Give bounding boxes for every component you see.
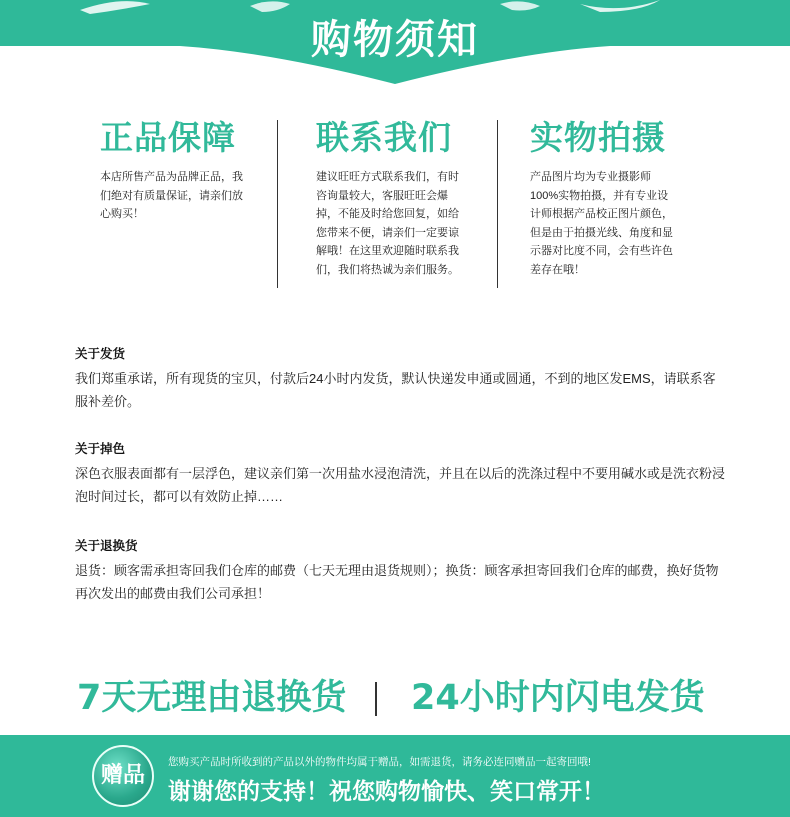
promo-shipping: 24小时内闪电发货 (411, 678, 705, 718)
feature-contact (316, 118, 481, 279)
gift-note: 您购买产品时所收到的产品以外的物件均属于赠品，如需退货，请务必连同赠品一起寄回哦! (168, 756, 591, 768)
divider (277, 120, 278, 288)
notice-title: 关于退换货 (75, 539, 138, 553)
gift-badge-label: 赠品 (100, 763, 145, 788)
divider (497, 120, 498, 288)
feature-title: 正品保障 (100, 118, 236, 157)
notice-text: 深色衣服表面都有一层浮色，建议亲们第一次用盐水浸泡清洗，并且在以后的洗涤过程中不要用碱水或是洗衣粉浸泡时间过长，都可以有效防止掉…… (75, 466, 726, 504)
feature-title: 实物拍摄 (530, 118, 666, 157)
header-banner (0, 0, 790, 84)
page-title: 购物须知 (311, 17, 479, 63)
thanks-message: 谢谢您的支持！祝您购物愉快、笑口常开！ (168, 779, 605, 805)
footer-bar (0, 735, 790, 817)
notice-text: 我们郑重承诺，所有现货的宝贝，付款后24小时内发货，默认快递发申通或圆通，不到的地区发EMS，请联系客服补差价。 (75, 371, 716, 409)
notice-title: 关于发货 (75, 347, 126, 361)
feature-text: 产品图片均为专业摄影师100%实物拍摄，并有专业设计师根据产品校正图片颜色，但是由于拍摄光线、角度和显示器对比度不同，会有些许色差存在哦！ (530, 171, 673, 276)
feature-genuine (100, 118, 265, 224)
notice-returns (75, 538, 725, 605)
promo-divider (375, 682, 377, 716)
notice-title: 关于掉色 (75, 442, 126, 456)
promo-returns: 7天无理由退换货 (77, 678, 347, 718)
notice-text: 退货：顾客需承担寄回我们仓库的邮费（七天无理由退货规则）；换货：顾客承担寄回我们仓库的邮费，换好货物再次发出的邮费由我们公司承担！ (75, 563, 719, 601)
gift-badge (92, 745, 154, 807)
features-row (0, 118, 790, 290)
feature-title: 联系我们 (316, 118, 452, 157)
notice-fading (75, 441, 725, 508)
feature-text: 本店所售产品为品牌正品，我们绝对有质量保证，请亲们放心购买！ (100, 171, 243, 220)
promo-slogans (0, 674, 790, 724)
notice-shipping (75, 346, 725, 413)
feature-text: 建议旺旺方式联系我们，有时咨询量较大，客服旺旺会爆掉，不能及时给您回复，如给您带来不便，请亲们一定要谅解哦！在这里欢迎随时联系我们，我们将热诚为亲们服务。 (316, 171, 459, 276)
feature-real-photo (530, 118, 695, 279)
